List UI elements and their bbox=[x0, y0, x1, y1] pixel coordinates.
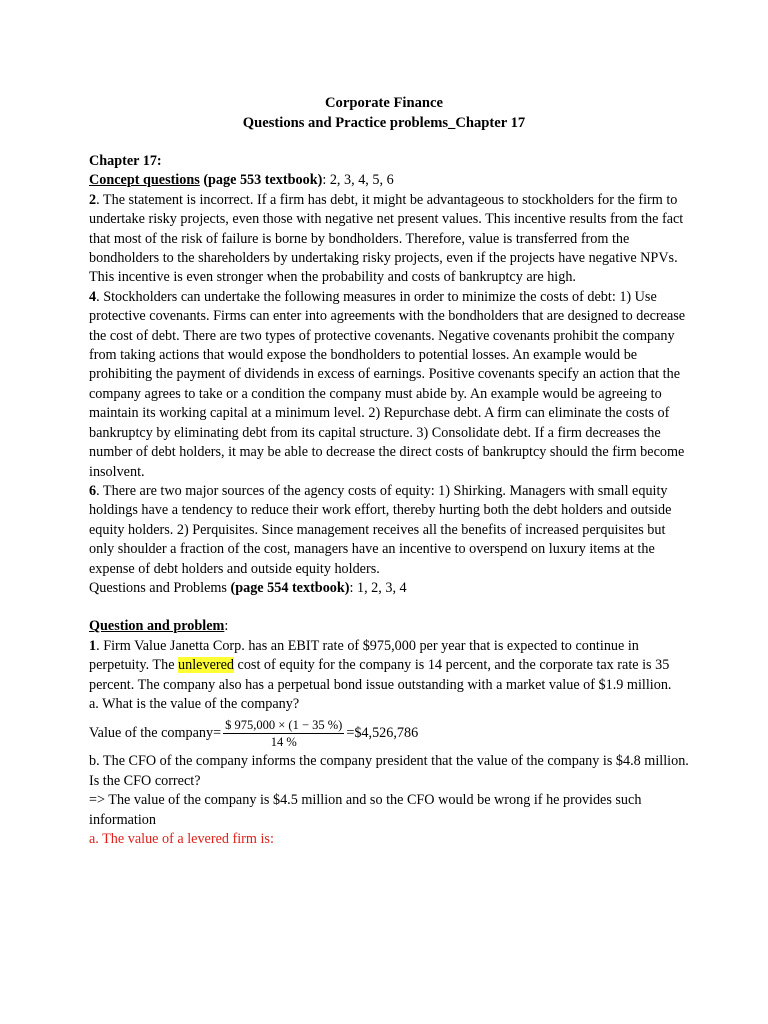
highlighted-word: unlevered bbox=[178, 657, 234, 674]
problem-heading-colon: : bbox=[224, 618, 229, 635]
answer-b: => The value of the company is $4.5 million and so the CFO would be wrong if he provides such information bbox=[89, 792, 642, 828]
problem-heading: Question and problem bbox=[89, 618, 225, 635]
formula-label: Value of the company= bbox=[89, 724, 222, 741]
questions-problem-numbers: : 1, 2, 3, 4 bbox=[349, 579, 407, 596]
chapter-heading: Chapter 17: bbox=[89, 153, 162, 169]
question-a: a. What is the value of the company? bbox=[89, 695, 300, 712]
answer-6-text: . There are two major sources of the agency costs of equity: 1) Shirking. Managers with small equity holdings have a tendency to reduce their work effort, thereby hurting both the debt holders and outside equity holders. 2) Perquisites. Since management receives all the benefits of increased perquisites but only shoulder a fraction of the cost, managers have an incentive to overspend on luxury items at the expense of debt holders and outside equity holders. bbox=[89, 482, 672, 577]
problem-heading-line bbox=[89, 617, 689, 636]
document-subtitle: Questions and Practice problems_Chapter 17 bbox=[242, 114, 526, 131]
question-b: b. The CFO of the company informs the company president that the value of the company is $4.8 million. Is the CFO correct? bbox=[89, 753, 689, 789]
questions-page-ref: (page 554 textbook) bbox=[230, 579, 350, 596]
spacer bbox=[89, 598, 689, 617]
problem-1-number: 1 bbox=[89, 637, 97, 654]
value-formula bbox=[89, 714, 689, 752]
questions-problems-label: Questions and Problems bbox=[89, 579, 231, 596]
questions-problems-line bbox=[89, 579, 689, 598]
concept-questions-label: Concept questions bbox=[89, 172, 200, 189]
concept-questions-line bbox=[89, 171, 689, 190]
formula-result: =$4,526,786 bbox=[346, 724, 419, 741]
answer-4-text: . Stockholders can undertake the following measures in order to minimize the costs of debt: 1) Use protective covenants. Firms can enter into agreements with the bondholders that are designed to decrease the cost of debt. There are two types of protective covenants. Negative covenants prohibit the company from taking actions that would expose the bondholders to potential losses. An example would be prohibiting the payment of dividends in excess of earnings. Positive covenants specify an action that the company agrees to take or a condition the company must abide by. An example would be agreeing to maintain its working capital at a minimum level. 2) Repurchase debt. A firm can eliminate the costs of bankruptcy by eliminating debt from its capital structure. 3) Consolidate debt. If a firm decreases the number of debt holders, it may be able to decrease the direct costs of bankruptcy should the firm become insolvent. bbox=[89, 288, 686, 480]
answer-2-number: 2 bbox=[89, 191, 97, 208]
answer-6-number: 6 bbox=[89, 482, 97, 499]
problem-1-text-a: . Firm Value Janetta Corp. has an EBIT rate of $975,000 per year that is expected to continue in perpetuity. The bbox=[89, 637, 639, 674]
answer-2 bbox=[89, 191, 689, 288]
concept-page-ref: (page 553 textbook) bbox=[203, 172, 323, 189]
formula-numerator: $ 975,000 × (1 − 35 %) bbox=[225, 717, 343, 732]
red-answer-line: a. The value of a levered firm is: bbox=[89, 831, 274, 847]
document-body bbox=[89, 152, 689, 849]
formula-fraction bbox=[223, 717, 344, 750]
document-title: Corporate Finance bbox=[325, 95, 443, 111]
document-header bbox=[0, 94, 768, 133]
answer-2-text: . The statement is incorrect. If a firm has debt, it might be advantageous to stockholders for the firm to undertake risky projects, even those with negative net present values. This incentive results from the fact that most of the risk of failure is borne by bondholders. Therefore, value is transferred from the bondholders to the shareholders by undertaking risky projects, even if the projects have negative NPVs. This incentive is even stronger when the probability and costs of bankruptcy are high. bbox=[89, 191, 684, 286]
answer-4-number: 4 bbox=[89, 288, 97, 305]
answer-4 bbox=[89, 288, 689, 482]
problem-1 bbox=[89, 637, 689, 695]
answer-6 bbox=[89, 482, 689, 579]
concept-question-numbers: : 2, 3, 4, 5, 6 bbox=[322, 172, 394, 189]
formula-denominator: 14 % bbox=[270, 734, 297, 749]
problem-1-text-b: cost of equity for the company is 14 percent, and the corporate tax rate is 35 percent. The company also has a perpetual bond issue outstanding with a market value of $1.9 million. bbox=[89, 657, 672, 693]
